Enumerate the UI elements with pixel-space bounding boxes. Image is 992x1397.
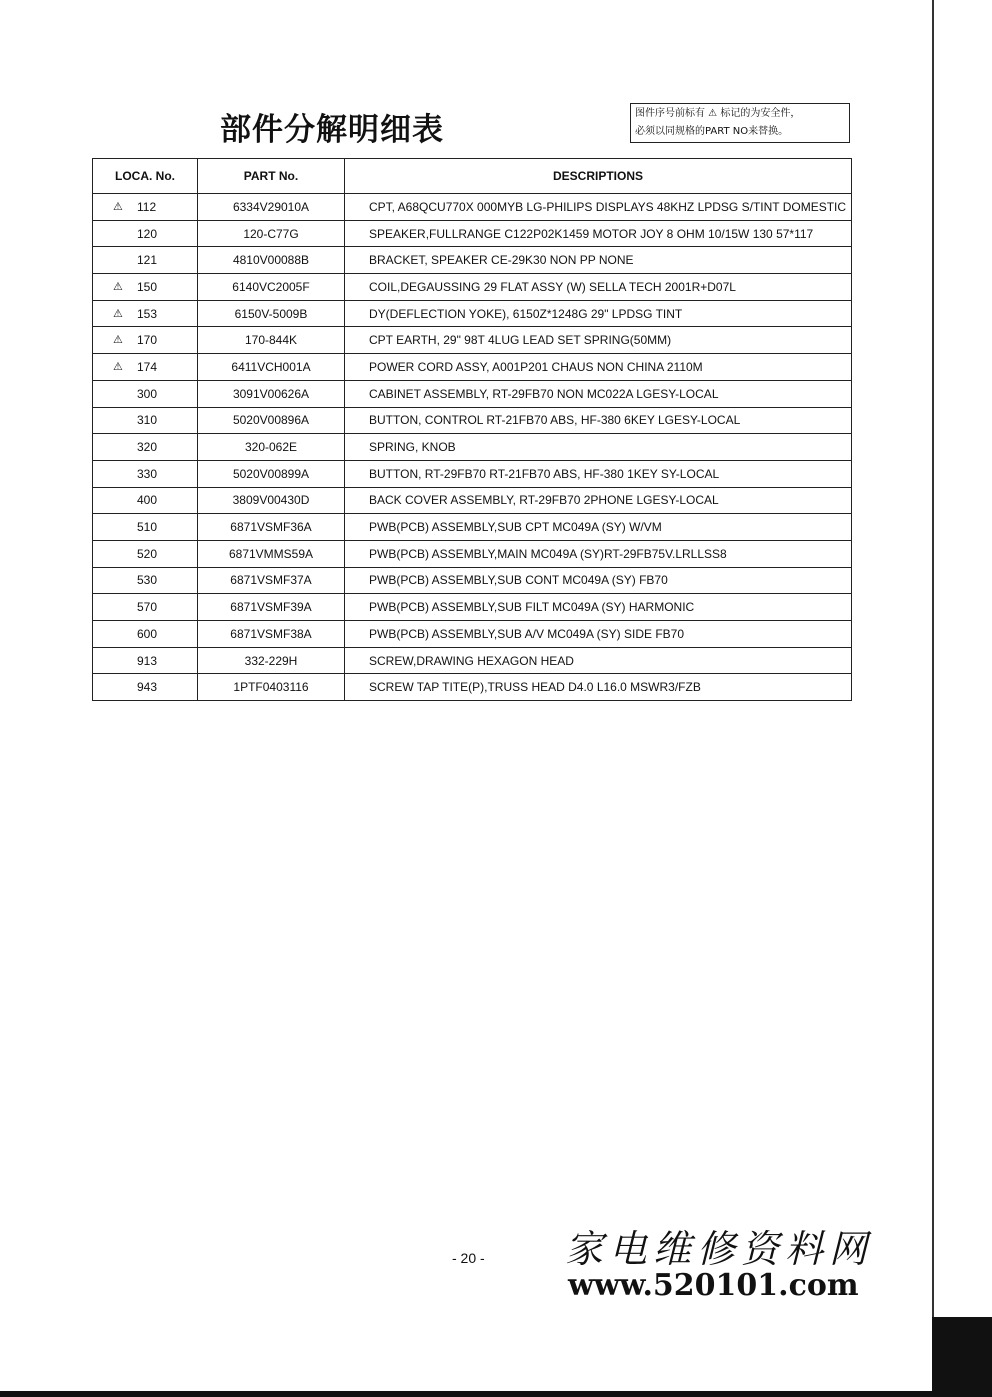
cell-part-no: 120-C77G <box>198 220 345 247</box>
safety-note-line-1: 图件序号前标有 ⚠ 标记的为安全件， <box>635 108 801 119</box>
loca-number: 400 <box>137 493 158 508</box>
loca-wrapper <box>115 547 175 561</box>
table-row <box>93 460 852 487</box>
cell-loca-no <box>93 540 198 567</box>
loca-number: 913 <box>137 653 158 668</box>
safety-warning-icon: ⚠ <box>113 334 123 347</box>
cell-description: BUTTON, RT-29FB70 RT-21FB70 ABS, HF-380 1KEY SY-LOCAL <box>345 460 852 487</box>
cell-description: PWB(PCB) ASSEMBLY,SUB A/V MC049A (SY) SIDE FB70 <box>345 621 852 648</box>
cell-description: SPEAKER,FULLRANGE C122P02K1459 MOTOR JOY 8 OHM 10/15W 130 57*117 <box>345 220 852 247</box>
cell-loca-no <box>93 460 198 487</box>
loca-number: 120 <box>137 226 158 241</box>
table-row <box>93 434 852 461</box>
cell-loca-no <box>93 594 198 621</box>
scan-edge-bottom <box>0 1391 992 1397</box>
safety-note-line-2: 必须以同规格的PART NO来替换。 <box>635 126 789 137</box>
cell-loca-no <box>93 327 198 354</box>
loca-wrapper <box>115 253 175 267</box>
parts-table <box>92 158 852 701</box>
cell-loca-no <box>93 274 198 301</box>
cell-part-no: 6871VSMF39A <box>198 594 345 621</box>
loca-number: 530 <box>137 573 158 588</box>
cell-part-no: 6140VC2005F <box>198 274 345 301</box>
cell-loca-no <box>93 380 198 407</box>
scan-edge-corner <box>932 1317 992 1397</box>
header-part-no: PART No. <box>198 159 345 194</box>
safety-warning-icon: ⚠ <box>113 280 123 293</box>
table-row <box>93 567 852 594</box>
table-row <box>93 674 852 701</box>
parts-table-body <box>93 194 852 701</box>
page-title: 部件分解明细表 <box>220 112 444 148</box>
loca-wrapper <box>115 573 175 587</box>
loca-wrapper <box>115 654 175 668</box>
page-number: - 20 - <box>452 1250 485 1266</box>
cell-part-no: 5020V00896A <box>198 407 345 434</box>
cell-loca-no <box>93 354 198 381</box>
table-row <box>93 407 852 434</box>
loca-wrapper <box>115 413 175 427</box>
cell-description: BRACKET, SPEAKER CE-29K30 NON PP NONE <box>345 247 852 274</box>
loca-number: 174 <box>137 359 158 374</box>
table-header-row <box>93 159 852 194</box>
table-row <box>93 247 852 274</box>
cell-loca-no <box>93 621 198 648</box>
cell-loca-no <box>93 300 198 327</box>
cell-part-no: 6871VMMS59A <box>198 540 345 567</box>
cell-description: CPT, A68QCU770X 000MYB LG-PHILIPS DISPLAYS 48KHZ LPDSG S/TINT DOMESTIC <box>345 194 852 221</box>
cell-loca-no <box>93 194 198 221</box>
cell-loca-no <box>93 567 198 594</box>
cell-part-no: 6871VSMF37A <box>198 567 345 594</box>
table-row <box>93 354 852 381</box>
loca-wrapper <box>115 600 175 614</box>
cell-description: BACK COVER ASSEMBLY, RT-29FB70 2PHONE LGESY-LOCAL <box>345 487 852 514</box>
cell-part-no: 6334V29010A <box>198 194 345 221</box>
loca-wrapper <box>115 280 175 294</box>
watermark-site-name: 家电维修资料网 <box>565 1227 874 1271</box>
loca-number: 153 <box>137 306 158 321</box>
table-row <box>93 487 852 514</box>
table-row <box>93 621 852 648</box>
header-descriptions: DESCRIPTIONS <box>345 159 852 194</box>
safety-warning-icon: ⚠ <box>113 307 123 320</box>
table-row <box>93 194 852 221</box>
watermark-url: www.520101.com <box>568 1268 859 1303</box>
cell-description: SCREW TAP TITE(P),TRUSS HEAD D4.0 L16.0 MSWR3/FZB <box>345 674 852 701</box>
loca-number: 330 <box>137 466 158 481</box>
loca-number: 943 <box>137 680 158 695</box>
cell-loca-no <box>93 247 198 274</box>
cell-description: PWB(PCB) ASSEMBLY,SUB CPT MC049A (SY) W/VM <box>345 514 852 541</box>
loca-wrapper <box>115 680 175 694</box>
loca-wrapper <box>115 467 175 481</box>
table-row <box>93 300 852 327</box>
loca-number: 150 <box>137 279 158 294</box>
cell-part-no: 6871VSMF36A <box>198 514 345 541</box>
loca-wrapper <box>115 520 175 534</box>
cell-loca-no <box>93 514 198 541</box>
loca-number: 600 <box>137 626 158 641</box>
safety-warning-icon: ⚠ <box>113 200 123 213</box>
loca-number: 320 <box>137 440 158 455</box>
loca-wrapper <box>115 360 175 374</box>
loca-wrapper <box>115 387 175 401</box>
loca-wrapper <box>115 227 175 241</box>
cell-part-no: 320-062E <box>198 434 345 461</box>
safety-warning-icon: ⚠ <box>113 360 123 373</box>
cell-part-no: 5020V00899A <box>198 460 345 487</box>
cell-part-no: 4810V00088B <box>198 247 345 274</box>
scan-edge-right <box>932 0 934 1320</box>
loca-wrapper <box>115 493 175 507</box>
loca-wrapper <box>115 627 175 641</box>
cell-description: PWB(PCB) ASSEMBLY,SUB FILT MC049A (SY) HARMONIC <box>345 594 852 621</box>
cell-part-no: 6150V-5009B <box>198 300 345 327</box>
cell-description: SCREW,DRAWING HEXAGON HEAD <box>345 647 852 674</box>
loca-number: 300 <box>137 386 158 401</box>
loca-wrapper <box>115 440 175 454</box>
table-row <box>93 220 852 247</box>
cell-description: DY(DEFLECTION YOKE), 6150Z*1248G 29" LPDSG TINT <box>345 300 852 327</box>
loca-wrapper <box>115 307 175 321</box>
cell-loca-no <box>93 434 198 461</box>
cell-loca-no <box>93 407 198 434</box>
cell-part-no: 6871VSMF38A <box>198 621 345 648</box>
cell-loca-no <box>93 647 198 674</box>
table-row <box>93 594 852 621</box>
table-row <box>93 540 852 567</box>
table-row <box>93 514 852 541</box>
loca-number: 112 <box>137 199 157 214</box>
loca-wrapper <box>115 333 175 347</box>
table-row <box>93 274 852 301</box>
loca-number: 570 <box>137 600 158 615</box>
header-loca-no: LOCA. No. <box>93 159 198 194</box>
loca-number: 170 <box>137 333 158 348</box>
table-row <box>93 327 852 354</box>
cell-part-no: 332-229H <box>198 647 345 674</box>
cell-part-no: 6411VCH001A <box>198 354 345 381</box>
loca-number: 121 <box>137 253 158 268</box>
cell-description: SPRING, KNOB <box>345 434 852 461</box>
cell-description: PWB(PCB) ASSEMBLY,MAIN MC049A (SY)RT-29FB75V.LRLLSS8 <box>345 540 852 567</box>
loca-number: 520 <box>137 546 158 561</box>
cell-part-no: 3091V00626A <box>198 380 345 407</box>
loca-wrapper <box>115 200 175 214</box>
cell-description: POWER CORD ASSY, A001P201 CHAUS NON CHINA 2110M <box>345 354 852 381</box>
cell-loca-no <box>93 487 198 514</box>
cell-description: COIL,DEGAUSSING 29 FLAT ASSY (W) SELLA TECH 2001R+D07L <box>345 274 852 301</box>
table-row <box>93 380 852 407</box>
cell-part-no: 170-844K <box>198 327 345 354</box>
loca-number: 310 <box>137 413 158 428</box>
cell-description: BUTTON, CONTROL RT-21FB70 ABS, HF-380 6KEY LGESY-LOCAL <box>345 407 852 434</box>
table-row <box>93 647 852 674</box>
cell-description: CPT EARTH, 29" 98T 4LUG LEAD SET SPRING(50MM) <box>345 327 852 354</box>
cell-description: PWB(PCB) ASSEMBLY,SUB CONT MC049A (SY) FB70 <box>345 567 852 594</box>
cell-description: CABINET ASSEMBLY, RT-29FB70 NON MC022A LGESY-LOCAL <box>345 380 852 407</box>
cell-loca-no <box>93 674 198 701</box>
safety-note <box>630 103 850 143</box>
cell-loca-no <box>93 220 198 247</box>
loca-number: 510 <box>137 520 158 535</box>
cell-part-no: 1PTF0403116 <box>198 674 345 701</box>
cell-part-no: 3809V00430D <box>198 487 345 514</box>
